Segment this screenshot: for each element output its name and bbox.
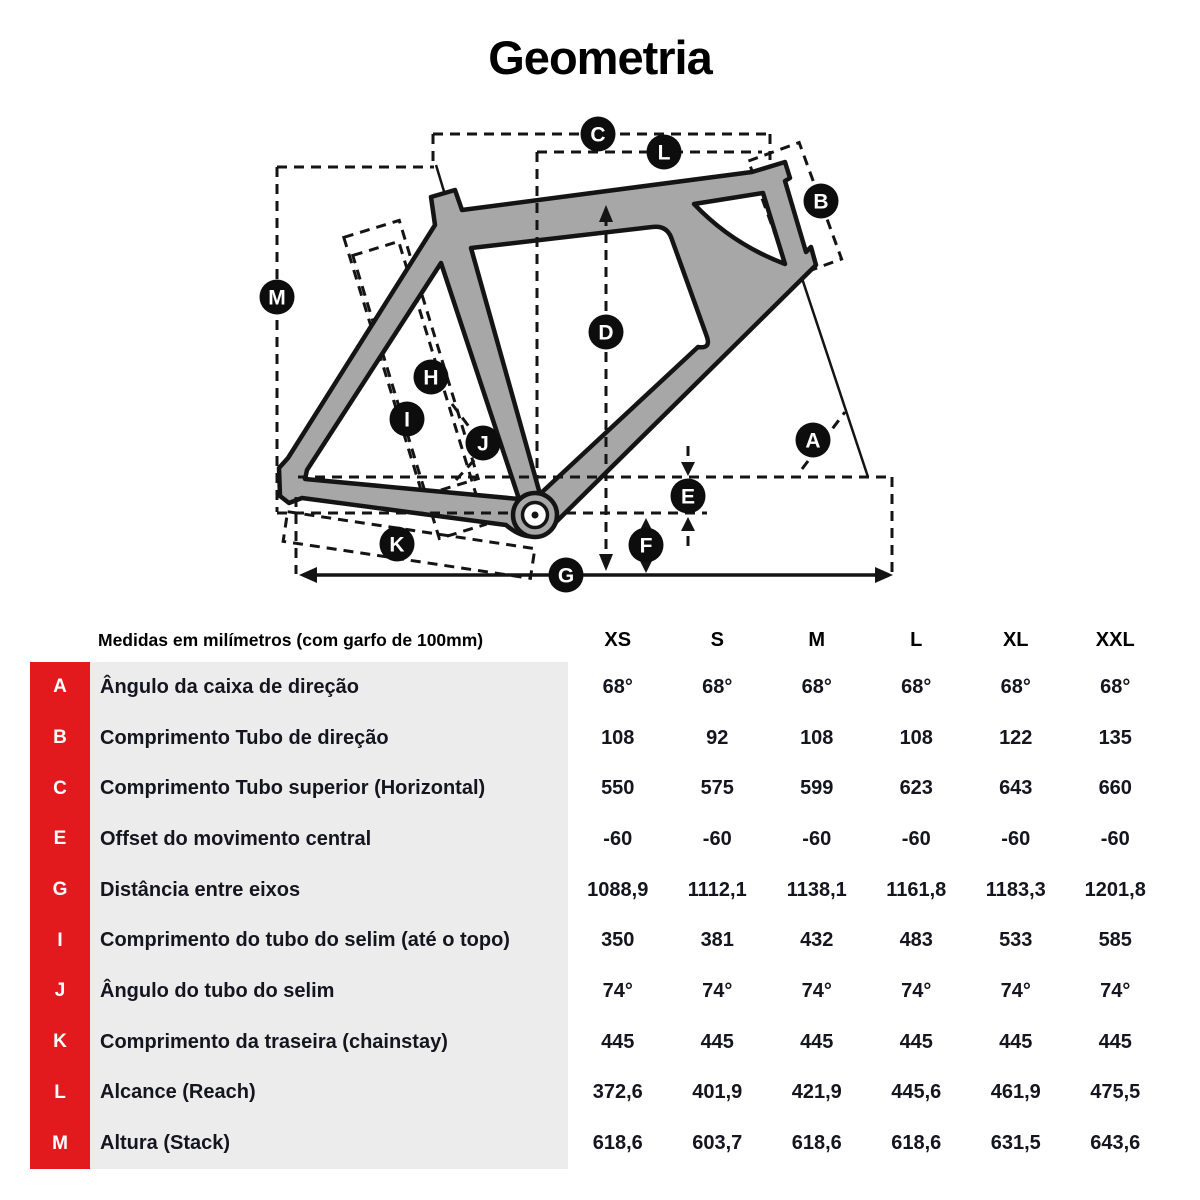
row-label: Alcance (Reach) [90, 1068, 568, 1119]
column-header-XXL: XXL [1095, 628, 1135, 651]
cell-value: 475,5 [1066, 1068, 1166, 1119]
cell-value: 445 [867, 1017, 967, 1068]
cell-value: 445 [1066, 1017, 1166, 1068]
cell-value: 1161,8 [867, 865, 967, 916]
cell-value: 643 [966, 763, 1066, 814]
column-header-L: L [910, 628, 923, 651]
cell-value: 550 [568, 763, 668, 814]
cell-value: -60 [568, 814, 668, 865]
cell-value: 68° [1066, 662, 1166, 713]
cell-value: 135 [1066, 713, 1166, 764]
diagram-badge-letter: A [805, 429, 821, 453]
cell-value: -60 [966, 814, 1066, 865]
page-title: Geometria [488, 31, 712, 84]
bb-center [532, 512, 539, 519]
cell-value: 618,6 [767, 1118, 867, 1169]
cell-value: 108 [568, 713, 668, 764]
bottom-bracket [513, 493, 557, 537]
row-letter-badge: B [30, 713, 90, 764]
row-label: Distância entre eixos [90, 865, 568, 916]
cell-value: -60 [867, 814, 967, 865]
diagram-badge-letter: D [598, 321, 614, 345]
diagram-badge-letter: B [813, 190, 829, 214]
cell-value: 533 [966, 915, 1066, 966]
cell-value: 92 [668, 713, 768, 764]
arrowhead-down [681, 462, 695, 476]
cell-value: 74° [767, 966, 867, 1017]
cell-value: 445 [767, 1017, 867, 1068]
cell-value: 445 [668, 1017, 768, 1068]
cell-value: 1201,8 [1066, 865, 1166, 916]
row-label: Altura (Stack) [90, 1118, 568, 1169]
cell-value: 381 [668, 915, 768, 966]
diagram-badge-letter: L [657, 141, 671, 165]
diagram-badge-letter: H [423, 366, 439, 390]
cell-value: -60 [767, 814, 867, 865]
cell-value: 74° [1066, 966, 1166, 1017]
row-label: Comprimento do tubo do selim (até o topo) [90, 915, 568, 966]
diagram-badge-letter: C [590, 123, 606, 147]
diagram-badge-letter: G [557, 564, 575, 588]
cell-value: 643,6 [1066, 1118, 1166, 1169]
column-header-M: M [808, 628, 826, 651]
cell-value: 599 [767, 763, 867, 814]
cell-value: 483 [867, 915, 967, 966]
row-label: Comprimento Tubo de direção [90, 713, 568, 764]
cell-value: 74° [568, 966, 668, 1017]
cell-value: 432 [767, 915, 867, 966]
cell-value: 122 [966, 713, 1066, 764]
cell-value: 618,6 [568, 1118, 668, 1169]
row-letter-badge: L [30, 1068, 90, 1119]
row-letter-badge: M [30, 1118, 90, 1169]
diagram-badge-letter: F [639, 534, 653, 558]
row-label: Ângulo da caixa de direção [90, 662, 568, 713]
row-label: Offset do movimento central [90, 814, 568, 865]
cell-value: 445,6 [867, 1068, 967, 1119]
row-label: Comprimento Tubo superior (Horizontal) [90, 763, 568, 814]
cell-value: 618,6 [867, 1118, 967, 1169]
column-header-S: S [710, 628, 724, 651]
cell-value: 1138,1 [767, 865, 867, 916]
bike-frame [279, 162, 816, 536]
cell-value: 350 [568, 915, 668, 966]
cell-value: -60 [668, 814, 768, 865]
cell-value: 1088,9 [568, 865, 668, 916]
cell-value: 74° [668, 966, 768, 1017]
cell-value: 68° [867, 662, 967, 713]
arrowhead-up [681, 517, 695, 531]
arrowhead-down [599, 554, 613, 571]
cell-value: 461,9 [966, 1068, 1066, 1119]
diagram-badge-letter: I [404, 408, 410, 432]
row-letter-badge: C [30, 763, 90, 814]
row-letter-badge: I [30, 915, 90, 966]
cell-value: 108 [767, 713, 867, 764]
row-label: Comprimento da traseira (chainstay) [90, 1017, 568, 1068]
cell-value: 401,9 [668, 1068, 768, 1119]
cell-value: 1183,3 [966, 865, 1066, 916]
row-letter-badge: G [30, 865, 90, 916]
table-caption: Medidas em milímetros (com garfo de 100mm) [98, 629, 484, 650]
row-letter-badge: K [30, 1017, 90, 1068]
cell-value: 1112,1 [668, 865, 768, 916]
cell-value: 68° [966, 662, 1066, 713]
cell-value: 445 [966, 1017, 1066, 1068]
cell-value: 68° [568, 662, 668, 713]
row-label: Ângulo do tubo do selim [90, 966, 568, 1017]
column-header-XL: XL [1002, 628, 1029, 651]
row-letter-badge: A [30, 662, 90, 713]
cell-value: -60 [1066, 814, 1166, 865]
cell-value: 445 [568, 1017, 668, 1068]
cell-value: 68° [767, 662, 867, 713]
cell-value: 421,9 [767, 1068, 867, 1119]
diagram-badge-letter: M [268, 286, 286, 310]
cell-value: 603,7 [668, 1118, 768, 1169]
cell-value: 372,6 [568, 1068, 668, 1119]
column-header-XS: XS [604, 628, 632, 651]
cell-value: 631,5 [966, 1118, 1066, 1169]
cell-value: 623 [867, 763, 967, 814]
table-body [30, 662, 1170, 1169]
cell-value: 68° [668, 662, 768, 713]
cell-value: 74° [966, 966, 1066, 1017]
geometry-table [30, 618, 1170, 1169]
cell-value: 74° [867, 966, 967, 1017]
arrowhead-right [875, 567, 893, 583]
row-letter-badge: E [30, 814, 90, 865]
table-header-row [30, 618, 1170, 662]
cell-value: 660 [1066, 763, 1166, 814]
diagram-badge-letter: E [680, 485, 696, 509]
diagram-badge-letter: J [477, 432, 489, 456]
row-letter-badge: J [30, 966, 90, 1017]
arrowhead-left [299, 567, 317, 583]
cell-value: 585 [1066, 915, 1166, 966]
cell-value: 575 [668, 763, 768, 814]
cell-value: 108 [867, 713, 967, 764]
diagram-badge-letter: K [389, 533, 405, 557]
